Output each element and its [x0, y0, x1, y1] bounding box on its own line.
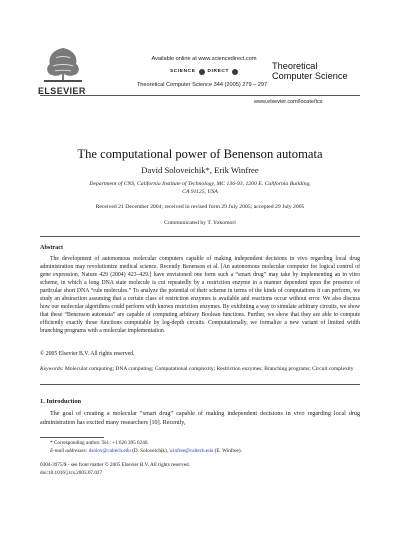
available-online-text: Available online at www.sciencedirect.com — [151, 56, 257, 62]
abstract-body: The development of autonomous molecular computers capable of making independent decisions in vivo regarding local drug administration may revolutionize medical science. Recently Benenson et al. [An autonomous molecular computer for logical control of gene expression, Nature 429 (2004) 423–429.] have envisioned one form such a “smart drug” may take by implementing an in vitro scheme, in which a long DNA state molecule is cut repeatedly by a restriction enzyme in a manner dependent upon the presence of particular short DNA “rule molecules.” To analyze the potential of their scheme in terms of the kinds of computations it can perform, we study an abstraction assuming that a certain class of restriction enzymes is available and reactions occur without error. We also discuss how our molecular algorithms could perform with known restriction enzymes. By exhibiting a way to simulate arbitrary circuits, we show that these “Benenson automata” are capable of computing arbitrary Boolean functions. Further, we show that they are able to compute efficiently exactly those functions computable by log-depth circuits. Computationally, we formalize a new variant of limited width branching programs with a molecular implementation. — [40, 256, 360, 335]
keywords-label: Keywords: — [40, 366, 64, 372]
journal-title-line1: Theoretical — [272, 61, 318, 71]
email-owner-1: (D. Soloveichik), — [130, 448, 170, 454]
journal-title-line2: Computer Science — [272, 70, 348, 81]
abstract-top-divider — [40, 236, 360, 237]
journal-title — [272, 62, 348, 81]
footnote-emails — [50, 448, 242, 454]
footnote-corresponding-author: * Corresponding author. Tel.: +1 626 395 6246. — [50, 440, 149, 446]
introduction-body: The goal of creating a molecular “smart drug” capable of making independent decisions in vivo regarding local drug administration has excited many researchers [10]. Recently, — [40, 411, 360, 427]
abstract-bottom-divider — [40, 384, 360, 385]
sciencedirect-logo-left: SCIENCE — [170, 69, 196, 74]
keywords — [40, 366, 360, 374]
sciencedirect-logo-right: DIRECT — [207, 69, 229, 74]
email-link-winfree[interactable]: winfree@caltech.edu — [169, 448, 214, 454]
header-divider — [40, 95, 360, 96]
article-title: The computational power of Benenson automata — [77, 147, 323, 161]
email-label: E-mail addresses: — [50, 448, 88, 454]
affiliation-line1: Department of CNS, California Institute of Technology, MC 136-93, 1200 E. California Building, — [89, 181, 311, 187]
affiliation-line2: CA 91125, USA — [182, 189, 218, 195]
footnote-divider — [40, 437, 104, 438]
email-owner-2: (E. Winfree). — [213, 448, 242, 454]
journal-reference: Theoretical Computer Science 344 (2005) 279 – 297 — [136, 82, 268, 88]
keywords-list: Molecular computing; DNA computing; Computational complexity; Restriction enzymes; Branching programs; Circuit complexity — [63, 366, 354, 372]
publisher-name: ELSEVIER — [38, 86, 86, 96]
sciencedirect-dot-icon — [232, 69, 238, 75]
email-link-soloveichik[interactable]: dsolov@caltech.edu — [88, 448, 131, 454]
communicated-by: Communicated by T. Yokomori — [164, 220, 236, 226]
journal-url-link[interactable]: www.elsevier.com/locate/tcs — [254, 99, 323, 105]
sciencedirect-dot-icon — [199, 69, 205, 75]
sciencedirect-logo — [150, 66, 258, 77]
article-authors: David Soloveichik*, Erik Winfree — [141, 165, 259, 175]
doi-link[interactable]: doi:10.1016/j.tcs.2005.07.027 — [40, 470, 103, 476]
author-affiliation — [70, 180, 330, 196]
abstract-rights: © 2005 Elsevier B.V. All rights reserved. — [40, 351, 135, 357]
received-dates: Received 21 December 2004; received in revised form 29 July 2005; accepted 29 July 2005 — [95, 204, 305, 210]
abstract-heading: Abstract — [40, 244, 64, 251]
copyright-notice: 0304-3975/$ - see front matter © 2005 Elsevier B.V. All rights reserved. — [40, 462, 190, 468]
section-heading-introduction: 1. Introduction — [40, 398, 82, 405]
elsevier-tree-logo-icon — [40, 44, 86, 84]
